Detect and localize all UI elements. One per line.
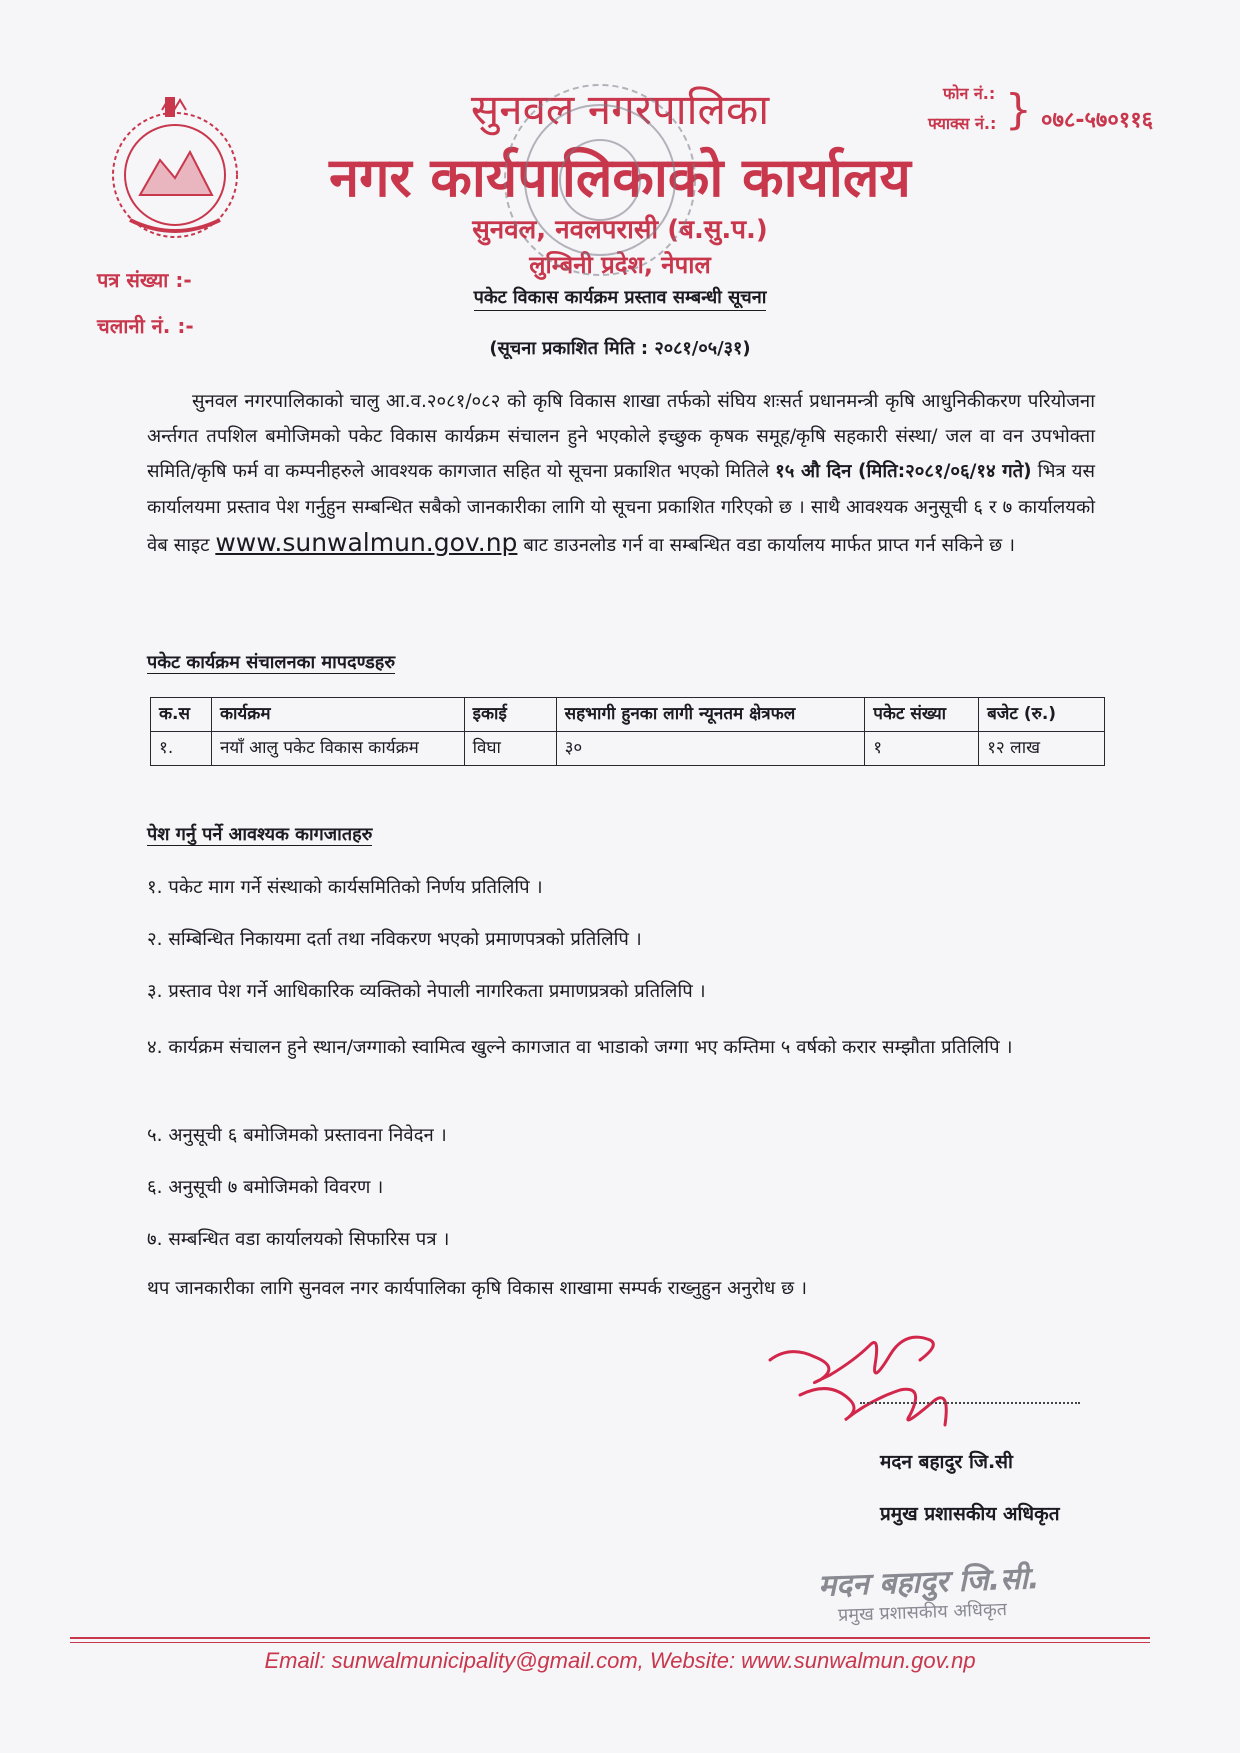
signer-name: मदन बहादुर जि.सी [880,1451,1013,1473]
website-link[interactable]: www.sunwalmun.gov.np [215,527,518,557]
notice-title: पकेट विकास कार्यक्रम प्रस्ताव सम्बन्धी सूचना [0,285,1240,309]
table-cell: विघा [464,732,556,766]
list-item: २. सम्बिन्धित निकायमा दर्ता तथा नविकरण भएको प्रमाणपत्रको प्रतिलिपि । [147,929,642,950]
list-item: १. पकेट माग गर्ने संस्थाको कार्यसमितिको निर्णय प्रतिलिपि । [147,877,543,898]
list-item: ३. प्रस्ताव पेश गर्ने आधिकारिक व्यक्तिको नेपाली नागरिकता प्रमाणप्रत्रको प्रतिलिपि । [147,981,706,1002]
list-item: ६. अनुसूची ७ बमोजिमको विवरण । [147,1177,384,1198]
column-header: कार्यक्रम [211,698,464,732]
criteria-heading: पकेट कार्यक्रम संचालनका मापदण्डहरु [147,652,396,673]
signer-title: प्रमुख प्रशासकीय अधिकृत [880,1503,1060,1525]
table-row [151,732,1105,766]
deadline-text: १५ औ दिन (मिति:२०८१/०६/१४ गते) [775,461,1032,483]
column-header: सहभागी हुनका लागी न्यूनतम क्षेत्रफल [556,698,865,732]
office-seal-icon [490,75,710,285]
footer-divider [70,1637,1150,1639]
table-cell: १. [151,732,212,766]
address-line-1: सुनवल, नवलपरासी (ब.सु.प.) [472,215,768,245]
phone-label: फोन नं.: [943,84,996,103]
stamp-title: प्रमुख प्रशासकीय अधिकृत [837,1599,1008,1626]
list-item: ५. अनुसूची ६ बमोजिमको प्रस्तावना निवेदन । [147,1125,447,1146]
table-cell: १२ लाख [979,732,1105,766]
published-date: (सूचना प्रकाशित मिति : २०८१/०५/३१) [489,338,751,359]
address-line-2: लुम्बिनी प्रदेश, नेपाल [529,251,711,279]
municipality-name: सुनवल नगरपालिका [470,85,770,134]
stamp-name: मदन बहादुर जि.सी. [817,1561,1040,1604]
list-item: ७. सम्बन्धित वडा कार्यालयको सिफारिस पत्र । [147,1229,450,1250]
table-cell: नयाँ आलु पकेट विकास कार्यक्रम [211,732,464,766]
dispatch-number-label: चलानी नं. :- [97,314,194,338]
column-header: बजेट (रु.) [979,698,1105,732]
criteria-table [150,697,1105,766]
closing-text: थप जानकारीका लागि सुनवल नगर कार्यपालिका कृषि विकास शाखामा सम्पर्क राख्नुहुन अनुरोध छ । [147,1278,808,1299]
handwritten-signature-icon [760,1305,1060,1465]
table-cell: १ [865,732,979,766]
list-item: ४. कार्यक्रम संचालन हुने स्थान/जग्गाको स्वामित्व खुल्ने कागजात वा भाडाको जग्गा भए कम्तिमा ५ वर्षको करार सम्झौता प्रतिलिपि । [147,1037,1013,1058]
documents-heading: पेश गर्नु पर्ने आवश्यक कागजातहरु [147,824,373,845]
column-header: क.स [151,698,212,732]
column-header: इकाई [464,698,556,732]
contact-numbers [925,82,1195,142]
office-title: नगर कार्यपालिकाको कार्यालय [329,146,911,209]
notice-body: सुनवल नगरपालिकाको चालु आ.व.२०८१/०८२ को कृषि विकास शाखा तर्फको संघिय शःसर्त प्रधानमन्त्री कृषि आधुनिकीकरण परियोजना अर्न्तगत तपशिल बमोजिमको पकेट विकास कार्यक्रम संचालन हुने भएकोले इच्छुक कृषक समूह/कृषि सहकारी संस्था/ जल वा वन उपभोक्ता समिति/कृषि फर्म वा कम्पनीहरुले आवश्यक कागजात सहित यो सूचना प्रकाशित भएको मितिले १५ औ दिन (मिति:२०८१/०६/१४ गते) भित्र यस कार्यालयमा प्रस्ताव पेश गर्नुहुन सम्बन्धित सबैको जानकारीका लागि यो सूचना प्रकाशित गरिएको छ । साथै आवश्यक अनुसूची ६ र ७ कार्यालयको वेब साइट www.sunwalmun.gov.np बाट डाउनलोड गर्न वा सम्बन्धित वडा कार्यालय मार्फत प्राप्त गर्न सकिने छ । [147,391,1095,557]
table-header-row [151,698,1105,732]
signature-line [860,1402,1080,1404]
brace-icon: } [1005,85,1032,134]
phone-number: ०७८-५७०११६ [1041,108,1154,133]
table-cell: ३० [556,732,865,766]
footer-contact: Email: sunwalmunicipality@gmail.com, Website: www.sunwalmun.gov.np [264,1648,976,1673]
column-header: पकेट संख्या [865,698,979,732]
fax-label: फ्याक्स नं.: [928,114,997,133]
footer-divider [70,1642,1150,1643]
reference-number-label: पत्र संख्या :- [97,268,192,292]
